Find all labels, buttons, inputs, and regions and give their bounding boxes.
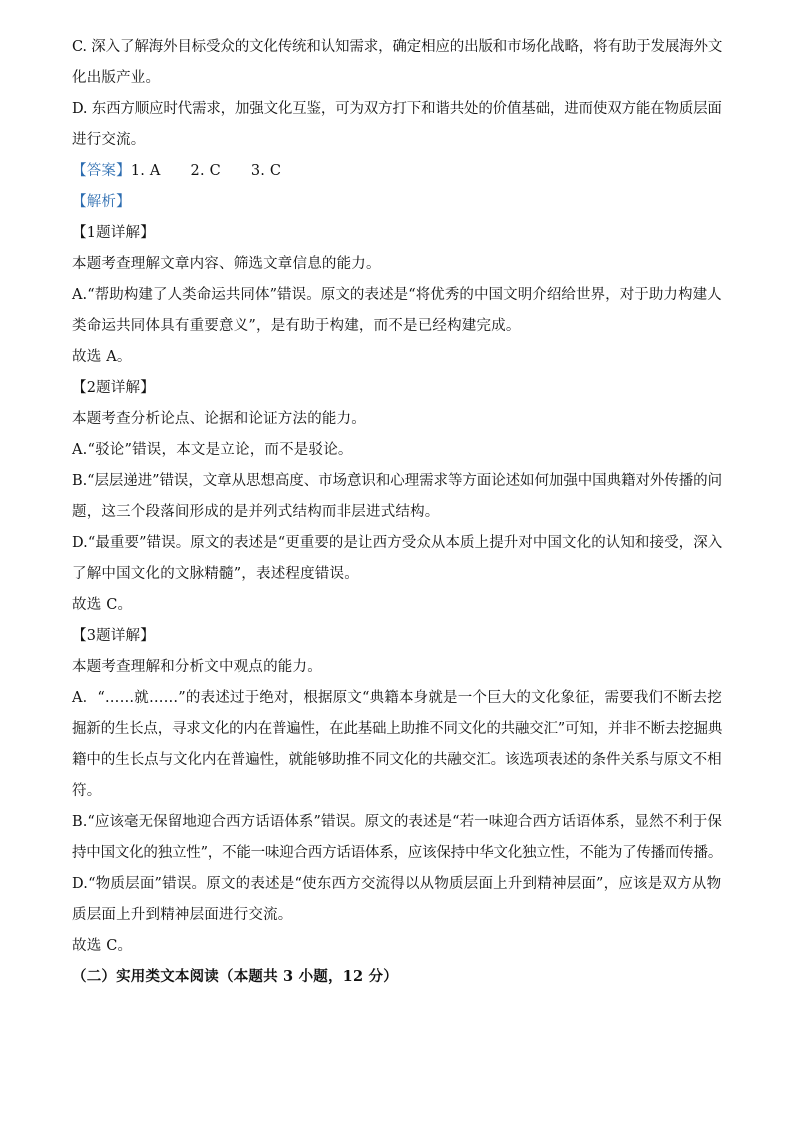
q2-option-b-line-2: 题，这三个段落间形成的是并列式结构而非层进式结构。 — [72, 504, 440, 520]
q1-option-a-line-2: 类命运共同体具有重要意义”，是有助于构建，而不是已经构建完成。 — [72, 318, 521, 334]
q3-heading: 【3题详解】 — [72, 628, 155, 644]
q1-heading: 【1题详解】 — [72, 225, 155, 241]
q3-option-d-line-2: 质层面上升到精神层面进行交流。 — [72, 907, 293, 923]
q2-heading: 【2题详解】 — [72, 380, 155, 396]
section-title: （二）实用类文本阅读（本题共 3 小题，12 分） — [72, 968, 398, 985]
answer-label: 【答案】 — [72, 163, 131, 179]
answer-1: 1. A — [130, 163, 161, 179]
option-d-line-1: D. 东西方顺应时代需求，加强文化互鉴，可为双方打下和谐共处的价值基础，进而使双方能在物质层面 — [72, 101, 722, 117]
q2-option-d-line-2: 了解中国文化的文脉精髓”，表述程度错误。 — [72, 566, 359, 582]
answer-3: 3. C — [250, 163, 282, 179]
option-c-line-2: 化出版产业。 — [72, 70, 161, 86]
q3-option-b-line-1: B.“应该毫无保留地迎合西方话语体系”错误。原文的表述是“若一味迎合西方话语体系，显然不利于保 — [72, 814, 722, 830]
q3-option-a-line-1: A．“……就……”的表述过于绝对，根据原文“典籍本身就是一个巨大的文化象征，需要我们不断去挖 — [72, 690, 722, 706]
q3-option-a-line-4: 符。 — [72, 783, 102, 799]
q1-choice: 故选 A。 — [72, 349, 132, 365]
q3-option-d-line-1: D.“物质层面”错误。原文的表述是“使东西方交流得以从物质层面上升到精神层面”，应该是双方从物 — [72, 876, 722, 892]
answer-row — [72, 161, 281, 181]
q3-choice: 故选 C。 — [72, 938, 133, 954]
q3-option-b-line-2: 持中国文化的独立性”，不能一味迎合西方话语体系，应该保持中华文化独立性，不能为了传播而传播。 — [72, 845, 723, 861]
q2-intro: 本题考查分析论点、论据和论证方法的能力。 — [72, 411, 366, 427]
q1-intro: 本题考查理解文章内容、筛选文章信息的能力。 — [72, 256, 381, 272]
q3-option-a-line-2: 掘新的生长点，寻求文化的内在普遍性，在此基础上助推不同文化的共融交汇”可知，并非不断去挖掘典 — [72, 721, 723, 737]
option-d-line-2: 进行交流。 — [72, 132, 146, 148]
q2-choice: 故选 C。 — [72, 597, 133, 613]
analysis-label: 【解析】 — [72, 194, 131, 210]
answer-2: 2. C — [190, 163, 221, 179]
q3-intro: 本题考查理解和分析文中观点的能力。 — [72, 659, 322, 675]
q2-option-d-line-1: D.“最重要”错误。原文的表述是“更重要的是让西方受众从本质上提升对中国文化的认知和接受，深入 — [72, 535, 723, 551]
q1-option-a-line-1: A.“帮助构建了人类命运共同体”错误。原文的表述是“将优秀的中国文明介绍给世界，对于助力构建人 — [72, 287, 722, 303]
q2-option-b-line-1: B.“层层递进”错误，文章从思想高度、市场意识和心理需求等方面论述如何加强中国典籍对外传播的问 — [72, 473, 722, 489]
option-c-line-1: C. 深入了解海外目标受众的文化传统和认知需求，确定相应的出版和市场化战略，将有助于发展海外文 — [72, 39, 723, 55]
q2-option-a: A.“驳论”错误，本文是立论，而不是驳论。 — [72, 442, 353, 458]
q3-option-a-line-3: 籍中的生长点与文化内在普遍性，就能够助推不同文化的共融交汇。该选项表述的条件关系与原文不相 — [72, 752, 722, 768]
